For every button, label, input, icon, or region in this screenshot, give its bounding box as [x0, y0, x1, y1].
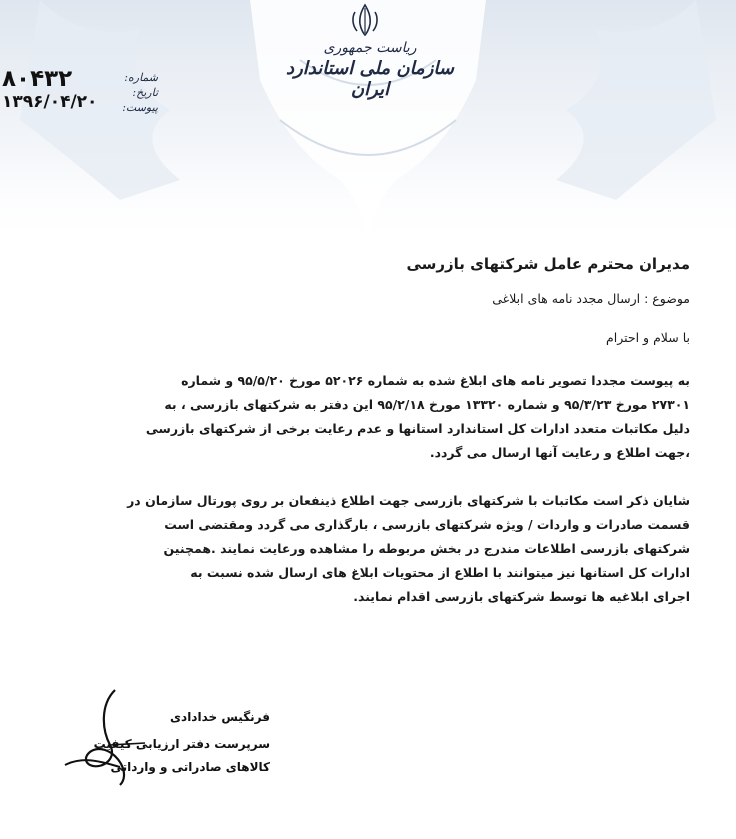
paragraph-line: ۲۷۳۰۱ مورخ ۹۵/۳/۲۳ و شماره ۱۳۳۲۰ مورخ ۹۵/۲/۱۸ این دفتر به شرکتهای بازرسی ، به	[164, 397, 690, 412]
paragraph-line: شرکتهای بازرسی اطلاعات مندرج در بخش مربوطه را مشاهده ورعایت نمایند .همچنین	[163, 541, 690, 556]
letter-meta-values	[2, 66, 117, 112]
signatory-title-line2: کالاهای صادراتی و وارداتی	[110, 760, 270, 774]
letter-date: ۱۳۹۶/۰۴/۲۰	[2, 92, 98, 112]
allah-emblem-icon	[345, 2, 385, 38]
date-label: تاریخ:	[132, 86, 158, 99]
signatory-name: فرنگیس خدادادی	[170, 710, 270, 724]
letter-meta-labels	[110, 70, 158, 115]
presidency-label: ریاست جمهوری	[323, 40, 417, 56]
signature-block	[60, 705, 270, 795]
paragraph-line: قسمت صادرات و واردات / ویژه شرکتهای بازرسی ، بارگذاری می گردد ومقتضی است	[164, 517, 690, 532]
paragraph-line: شایان ذکر است مکاتبات با شرکتهای بازرسی جهت اطلاع ذینفعان بر روی پورتال سازمان در	[127, 493, 690, 508]
subject-line: موضوع : ارسال مجدد نامه های ابلاغی	[492, 291, 690, 306]
attachment-label: پیوست:	[122, 101, 158, 114]
letter-number: ۸۰۴۳۲	[2, 66, 73, 92]
signatory-title-line1: سرپرست دفتر ارزیابی کیفیت	[93, 737, 270, 751]
paragraph-line: دلیل مکاتبات متعدد ادارات کل استاندارد استانها و عدم رعایت برخی از شرکتهای بازرسی	[145, 421, 690, 436]
recipient-line: مدیران محترم عامل شرکتهای بازرسی	[406, 255, 690, 273]
number-label: شماره:	[124, 71, 158, 84]
paragraph-line: ادارات کل استانها نیز میتوانند با اطلاع از محتویات ابلاغ های ارسال شده نسبت به	[190, 565, 690, 580]
paragraph-line: به پیوست مجددا تصویر نامه های ابلاغ شده به شماره ۵۲۰۲۶ مورخ ۹۵/۵/۲۰ و شماره	[181, 373, 690, 388]
paragraph-1	[40, 369, 690, 465]
paragraph-line: اجرای ابلاغیه ها توسط شرکتهای بازرسی اقدام نمایند.	[353, 589, 690, 604]
organization-name: سازمان ملی استاندارد ایران	[286, 58, 454, 100]
paragraph-2	[40, 489, 690, 609]
greeting-line: با سلام و احترام	[606, 330, 690, 345]
letter-body	[40, 255, 690, 633]
paragraph-line: ،جهت اطلاع و رعایت آنها ارسال می گردد.	[429, 445, 690, 460]
